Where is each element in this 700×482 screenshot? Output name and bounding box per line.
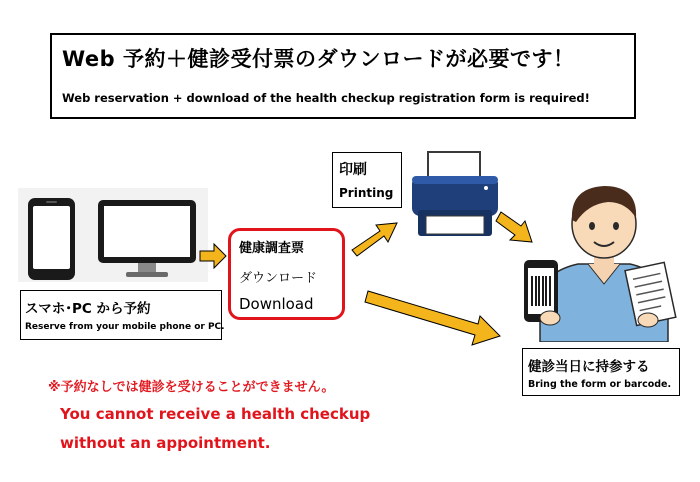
printing-label-japanese: 印刷 xyxy=(339,162,367,178)
bring-label-english: Bring the form or barcode. xyxy=(528,379,672,390)
bring-label-box xyxy=(522,348,680,396)
arrow-to-download xyxy=(200,244,226,268)
reserve-label-box xyxy=(20,290,225,340)
notice-japanese: ※予約なしでは健診を受けることができません。 xyxy=(48,380,335,395)
arrow-to-person-from-download xyxy=(365,291,500,345)
arrow-to-printer xyxy=(352,223,397,256)
title-english: Web reservation + download of the health checkup registration form is required! xyxy=(62,91,590,105)
download-line-form: 健康調査票 xyxy=(239,241,305,256)
notice-english-line1: You cannot receive a health checkup xyxy=(60,405,371,423)
reserve-label-english: Reserve from your mobile phone or PC. xyxy=(25,322,225,332)
download-line-en: Download xyxy=(239,295,314,313)
reserve-label-japanese: スマホ･PC から予約 xyxy=(25,301,151,317)
notice-english-line2: without an appointment. xyxy=(60,434,271,452)
download-line-jp: ダウンロード xyxy=(239,271,318,286)
bring-label-japanese: 健診当日に持参する xyxy=(528,359,650,375)
person-icon xyxy=(518,180,688,342)
download-box xyxy=(228,228,345,320)
printing-label-english: Printing xyxy=(339,186,394,200)
printer-icon xyxy=(408,150,502,242)
printing-label-box xyxy=(332,152,402,208)
title-japanese: Web 予約＋健診受付票のダウンロードが必要です！ xyxy=(62,47,575,71)
